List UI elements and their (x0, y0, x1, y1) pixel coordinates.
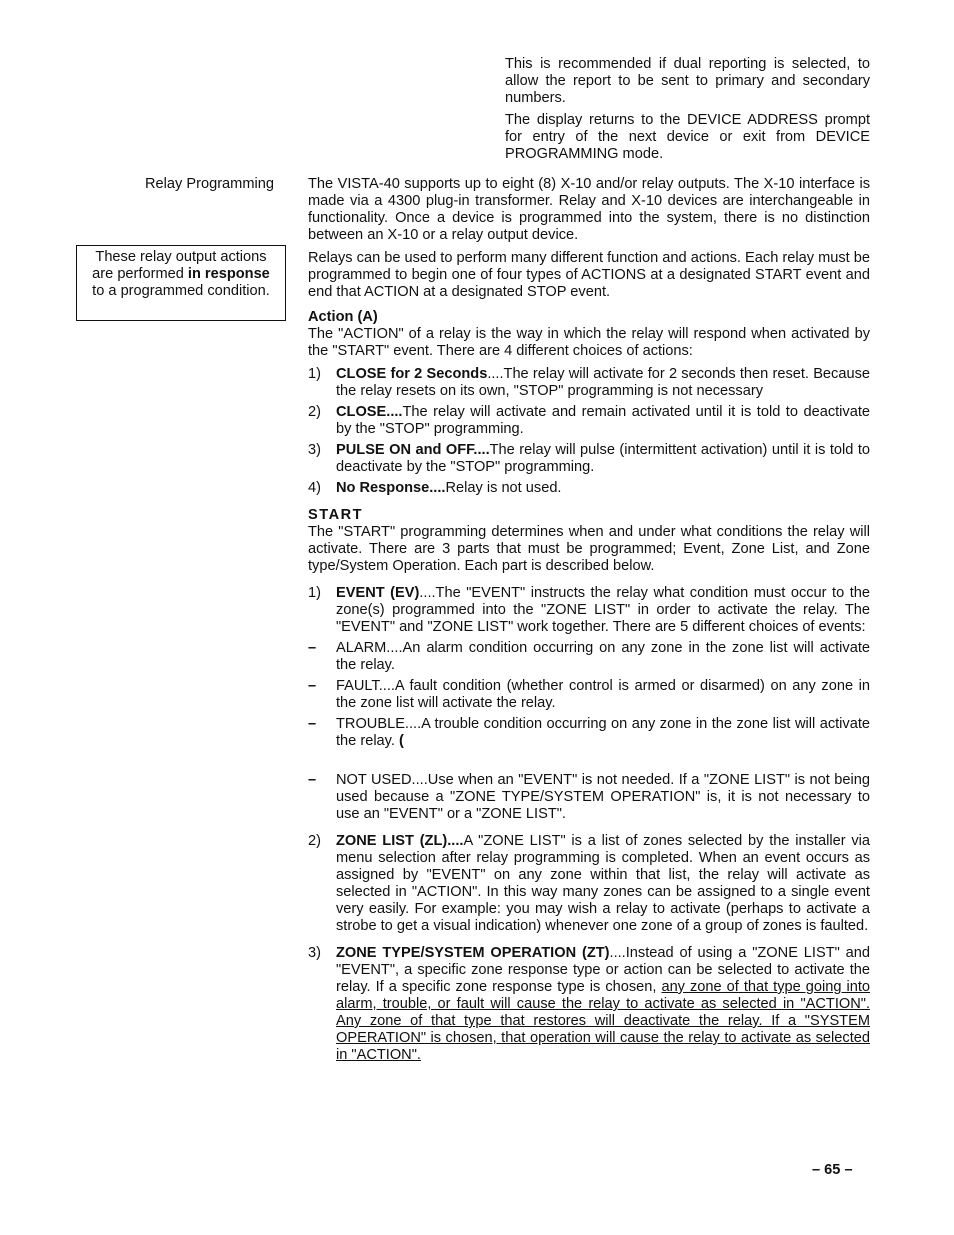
action-item-title: CLOSE for 2 Seconds (336, 366, 488, 382)
start-item-number: 2) (308, 833, 321, 849)
start-item-text: ....Instead of using a "ZONE LIST" and "EVENT", a specific zone response type or action can be selected to activate the relay. If a specific zone response type is chosen, (336, 945, 870, 995)
start-item-text: A "ZONE LIST" is a list of zones selected by the installer via menu selection after relay programming is completed. When an event occurs as assigned by "EVENT" on any zone within that list, the relay will activate as selected in "ACTION". In this way many zones can be assigned to a single event very easily. For example: you may wish a relay to activate (perhaps to activate a strobe to get a visual indication) whenever one zone of a group of zones is faulted. (336, 833, 870, 934)
intro-paragraph-2: Relays can be used to perform many different function and actions. Each relay must be programmed to begin one of four types of ACTIONS at a designated START event and end that ACTION at a designated STOP event. (308, 250, 870, 300)
start-item-number: 3) (308, 945, 321, 961)
start-item-title: ZONE TYPE/SYSTEM OPERATION (ZT) (336, 945, 610, 961)
action-item-1 (308, 366, 870, 400)
action-item-number: 3) (308, 442, 321, 458)
start-item-zone-type (308, 945, 870, 1064)
callout-text-post: to a programmed condition. (92, 283, 270, 299)
top-note-paragraph-1: This is recommended if dual reporting is selected, to allow the report to be sent to primary and secondary numbers. (505, 56, 870, 106)
page-number: – 65 – (812, 1162, 853, 1178)
action-item-title: No Response.... (336, 480, 446, 496)
dash-bullet: – (308, 772, 317, 788)
event-choice-text: ALARM....An alarm condition occurring on any zone in the zone list will activate the relay. (336, 640, 870, 673)
start-item-event (308, 585, 870, 636)
action-item-3 (308, 442, 870, 476)
start-item-title: EVENT (EV) (336, 585, 420, 601)
relay-callout-box (76, 245, 286, 321)
action-item-number: 1) (308, 366, 321, 382)
event-choice-text: TROUBLE....A trouble condition occurring on any zone in the zone list will activate the relay. (336, 716, 870, 749)
top-note-paragraph-2: The display returns to the DEVICE ADDRESS prompt for entry of the next device or exit from DEVICE PROGRAMMING mode. (505, 112, 870, 162)
event-choice-bold-tail: ( (399, 733, 404, 749)
action-item-text: The relay will activate and remain activated until it is told to deactivate by the "STOP" programming. (336, 404, 870, 437)
section-side-label: Relay Programming (145, 176, 274, 192)
event-choice-alarm (308, 640, 870, 674)
action-item-4 (308, 480, 870, 497)
callout-text-pre: These relay output actions are performed (92, 249, 267, 282)
start-item-title: ZONE LIST (ZL).... (336, 833, 464, 849)
action-item-text: The relay will pulse (intermittent activation) until it is told to deactivate by the "STOP" programming. (336, 442, 870, 475)
event-choice-text: NOT USED....Use when an "EVENT" is not needed. If a "ZONE LIST" is not being used because a "ZONE TYPE/SYSTEM OPERATION" is, it is not necessary to use an "EVENT" or a "ZONE LIST". (336, 772, 870, 822)
event-choice-text: FAULT....A fault condition (whether control is armed or disarmed) on any zone in the zone list will activate the relay. (336, 678, 870, 711)
event-choice-trouble (308, 716, 870, 750)
action-item-title: CLOSE.... (336, 404, 403, 420)
action-heading: Action (A) (308, 309, 378, 325)
dash-bullet: – (308, 640, 317, 656)
action-item-title: PULSE ON and OFF.... (336, 442, 490, 458)
top-note-block (505, 56, 870, 163)
dash-bullet: – (308, 678, 317, 694)
main-column (308, 176, 870, 1064)
callout-text-bold: in response (187, 266, 270, 282)
action-item-2 (308, 404, 870, 438)
action-description: The "ACTION" of a relay is the way in which the relay will respond when activated by the "START" event. There are 4 different choices of actions: (308, 326, 870, 359)
event-choice-fault (308, 678, 870, 712)
action-item-number: 2) (308, 404, 321, 420)
start-heading: START (308, 507, 364, 523)
action-item-number: 4) (308, 480, 321, 496)
intro-paragraph-1: The VISTA-40 supports up to eight (8) X-10 and/or relay outputs. The X-10 interface is made via a 4300 plug-in transformer. Relay and X-10 devices are interchangeable in functionality. Once a device is programmed into the system, there is no distinction between an X-10 or a relay output device. (308, 176, 870, 243)
event-choice-not-used (308, 772, 870, 823)
start-item-zone-list (308, 833, 870, 935)
action-item-text: Relay is not used. (445, 480, 562, 496)
start-description: The "START" programming determines when and under what conditions the relay will activate. There are 3 parts that must be programmed; Event, Zone List, and Zone type/System Operation. Each part is described below. (308, 524, 870, 574)
dash-bullet: – (308, 716, 317, 732)
action-item-text: ....The relay will activate for 2 seconds then reset. Because the relay resets on its own, "STOP" programming is not necessary (336, 366, 870, 399)
start-item-text: ....The "EVENT" instructs the relay what condition must occur to the zone(s) programmed into the "ZONE LIST" in order to activate the relay. The "EVENT" and "ZONE LIST" work together. There are 5 different choices of events: (336, 585, 870, 635)
start-item-number: 1) (308, 585, 321, 601)
start-item-underlined-text: any zone of that type going into alarm, trouble, or fault will cause the relay to activate as selected in "ACTION". Any zone of that type that restores will deactivate the relay. If a "SYSTEM OPERATION" is chosen, that operation will cause the relay to activate as selected in "ACTION". (336, 979, 870, 1063)
